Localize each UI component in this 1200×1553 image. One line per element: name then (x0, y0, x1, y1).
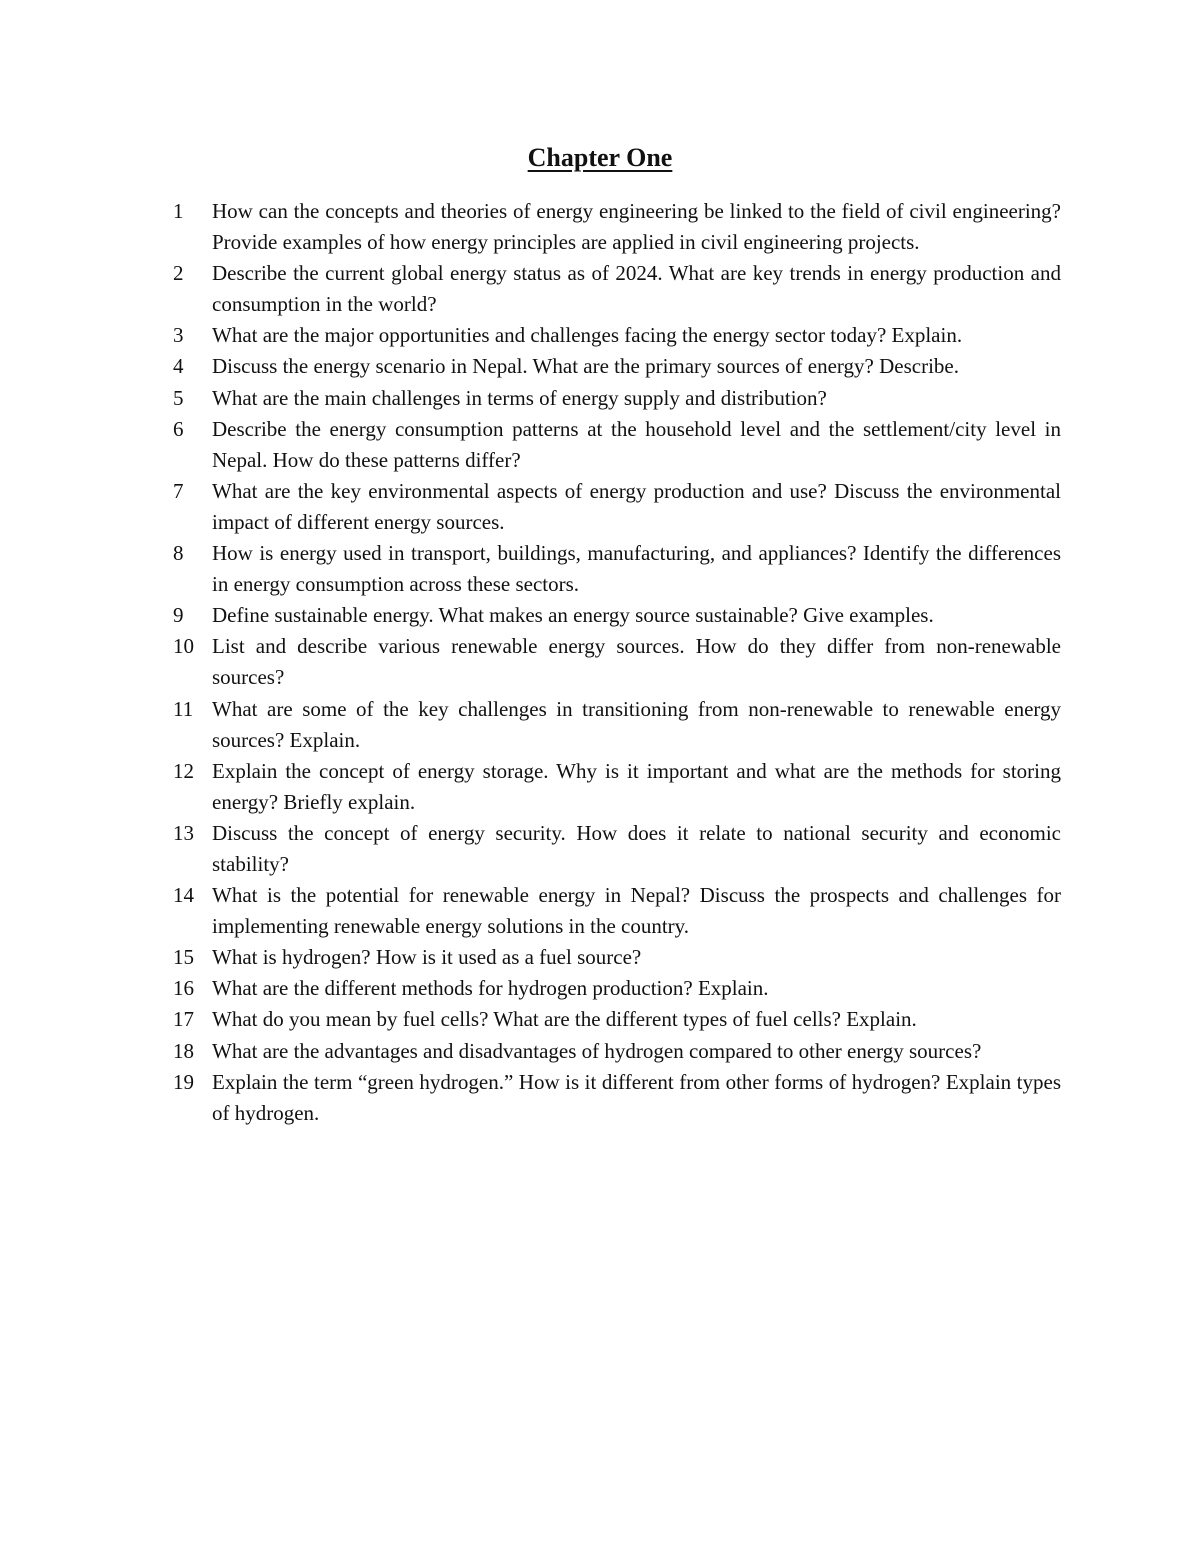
question-text: List and describe various renewable energy sources. How do they differ from non-renewable sources? (212, 634, 1061, 690)
question-item (173, 694, 1061, 756)
question-item (173, 476, 1061, 538)
question-number: 10 (173, 634, 194, 659)
question-number: 9 (173, 603, 184, 628)
question-number: 7 (173, 478, 184, 503)
question-number: 14 (173, 883, 194, 908)
question-number: 17 (173, 1007, 194, 1032)
question-item (173, 383, 1061, 414)
question-text: What are the key environmental aspects of energy production and use? Discuss the environmental impact of different energy sources. (212, 478, 1061, 534)
question-text: What are the main challenges in terms of energy supply and distribution? (212, 385, 827, 410)
question-list (173, 196, 1061, 1129)
question-text: How is energy used in transport, buildings, manufacturing, and appliances? Identify the differences in energy consumption across these sectors. (212, 541, 1061, 597)
question-text: Discuss the concept of energy security. How does it relate to national security and economic stability? (212, 820, 1061, 876)
question-text: What are the advantages and disadvantages of hydrogen compared to other energy sources? (212, 1038, 982, 1063)
question-item (173, 631, 1061, 693)
question-number: 4 (173, 354, 184, 379)
question-number: 5 (173, 385, 184, 410)
chapter-title-text: Chapter One (527, 143, 673, 172)
question-text: What are some of the key challenges in transitioning from non-renewable to renewable energy sources? Explain. (212, 696, 1061, 752)
question-item (173, 1067, 1061, 1129)
question-number: 19 (173, 1069, 194, 1094)
question-item (173, 258, 1061, 320)
question-text: Define sustainable energy. What makes an energy source sustainable? Give examples. (212, 603, 934, 628)
question-text: What is the potential for renewable energy in Nepal? Discuss the prospects and challenges for implementing renewable energy solutions in the country. (212, 883, 1061, 939)
question-item (173, 973, 1061, 1004)
question-item (173, 600, 1061, 631)
question-number: 8 (173, 541, 184, 566)
question-item (173, 414, 1061, 476)
question-text: Discuss the energy scenario in Nepal. What are the primary sources of energy? Describe. (212, 354, 959, 379)
question-text: How can the concepts and theories of energy engineering be linked to the field of civil engineering? Provide examples of how energy principles are applied in civil engineering projects. (212, 199, 1061, 255)
question-item (173, 1004, 1061, 1035)
question-text: What are the major opportunities and challenges facing the energy sector today? Explain. (212, 323, 963, 348)
question-number: 2 (173, 261, 184, 286)
question-number: 13 (173, 820, 194, 845)
question-item (173, 320, 1061, 351)
question-text: Describe the energy consumption patterns at the household level and the settlement/city level in Nepal. How do these patterns differ? (212, 416, 1061, 472)
question-item (173, 538, 1061, 600)
question-item (173, 818, 1061, 880)
question-number: 6 (173, 416, 184, 441)
question-number: 11 (173, 696, 194, 721)
question-text: Describe the current global energy status as of 2024. What are key trends in energy production and consumption in the world? (212, 261, 1061, 317)
question-number: 1 (173, 199, 184, 223)
question-item (173, 1036, 1061, 1067)
question-text: What do you mean by fuel cells? What are the different types of fuel cells? Explain. (212, 1007, 917, 1032)
question-text: Explain the term “green hydrogen.” How is it different from other forms of hydrogen? Explain types of hydrogen. (212, 1069, 1061, 1125)
question-item (173, 351, 1061, 382)
question-item (173, 942, 1061, 973)
question-text: Explain the concept of energy storage. Why is it important and what are the methods for storing energy? Briefly explain. (212, 758, 1061, 814)
question-item (173, 196, 1061, 258)
question-number: 18 (173, 1038, 194, 1063)
question-text: What are the different methods for hydrogen production? Explain. (212, 976, 769, 1001)
question-number: 16 (173, 976, 194, 1001)
question-item (173, 880, 1061, 942)
question-number: 15 (173, 945, 194, 970)
question-number: 3 (173, 323, 184, 348)
chapter-title (0, 142, 1200, 174)
question-number: 12 (173, 758, 194, 783)
question-item (173, 756, 1061, 818)
question-text: What is hydrogen? How is it used as a fuel source? (212, 945, 642, 970)
